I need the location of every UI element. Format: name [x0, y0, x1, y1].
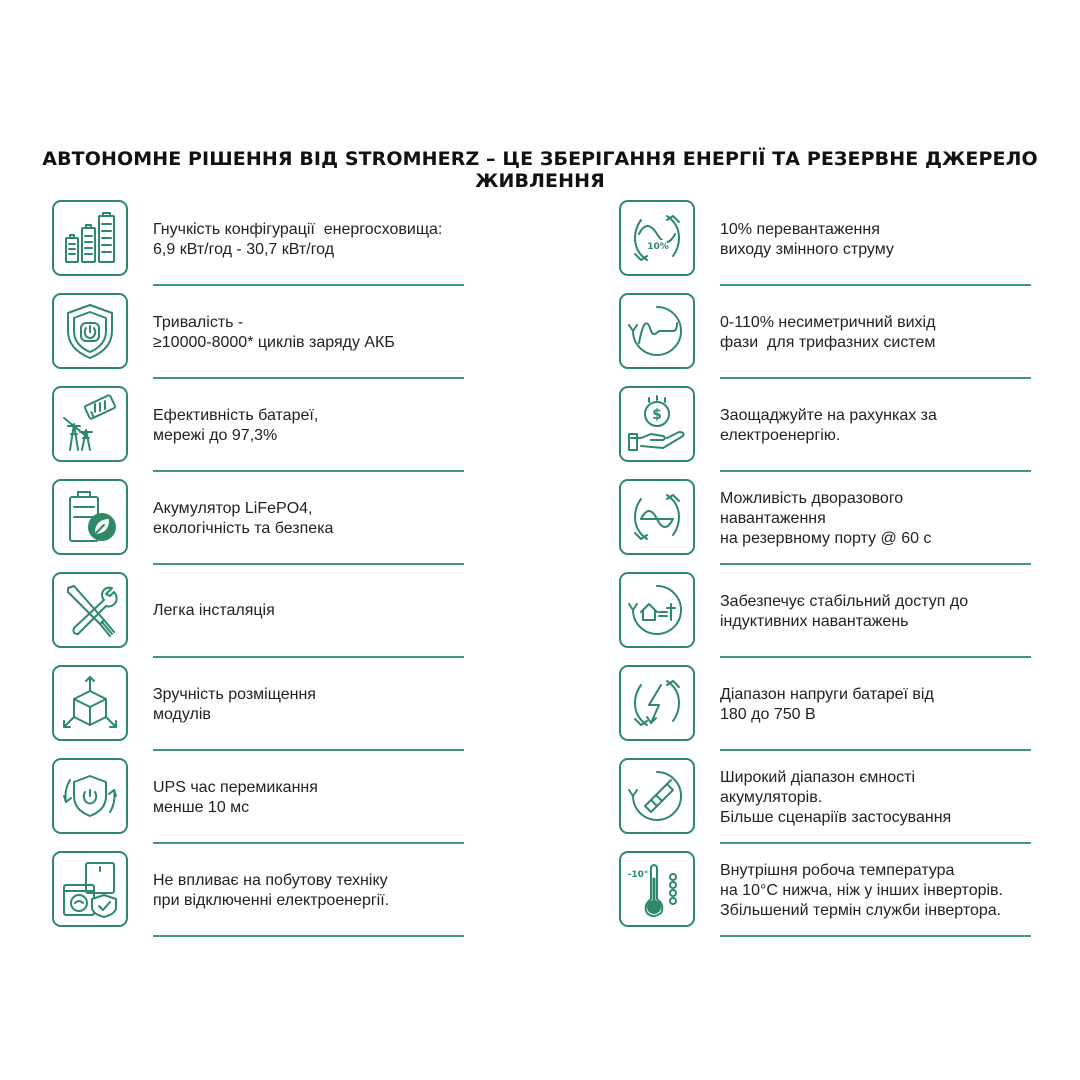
feature-text-line: Збільшений термін служби інвертора. [720, 902, 1002, 919]
feature-text-line: Заощаджуйте на рахунках за [720, 407, 937, 424]
feature-text-line: ≥10000-8000* циклів заряду АКБ [153, 334, 395, 351]
divider [720, 563, 1031, 565]
thermometer-temperature-icon [619, 851, 695, 927]
feature-text-line: фази для трифазних систем [720, 334, 936, 351]
features-left-column [52, 198, 472, 942]
feature-item [52, 198, 472, 291]
feature-item [619, 756, 1039, 849]
cube-axes-icon [52, 665, 128, 741]
feature-text-line: Легка інсталяція [153, 602, 275, 619]
feature-text-line: на 10°C нижча, ніж у інших інверторів. [720, 882, 1003, 899]
feature-text [720, 406, 1050, 446]
feature-item [52, 756, 472, 849]
feature-text-line: екологічність та безпека [153, 520, 334, 537]
divider [153, 284, 464, 286]
feature-text-line: Ефективність батареї, [153, 407, 319, 424]
feature-text-line: Можливість дворазового [720, 490, 904, 507]
feature-text [720, 685, 1050, 725]
asymmetric-wave-icon [619, 293, 695, 369]
divider [153, 470, 464, 472]
icon-label: 10% [647, 242, 669, 252]
feature-text-line: Забезпечує стабільний доступ до [720, 593, 969, 610]
features-right-column [619, 198, 1039, 942]
feature-item [619, 384, 1039, 477]
ups-power-cycle-icon [52, 758, 128, 834]
page-headline: АВТОНОМНЕ РІШЕННЯ ВІД STROMHERZ – ЦЕ ЗБЕРІГАННЯ ЕНЕРГІЇ ТА РЕЗЕРВНЕ ДЖЕРЕЛО ЖИВЛЕННЯ [42, 148, 1038, 192]
divider [720, 749, 1031, 751]
feature-text [153, 601, 483, 621]
battery-grid-efficiency-icon [52, 386, 128, 462]
feature-item [52, 384, 472, 477]
feature-text-line: Широкий діапазон ємності [720, 769, 916, 786]
feature-text [720, 220, 1050, 260]
feature-text-line: менше 10 мс [153, 799, 250, 816]
divider [720, 656, 1031, 658]
divider [153, 935, 464, 937]
feature-item [619, 570, 1039, 663]
feature-text-line: Тривалість - [153, 314, 244, 331]
feature-text-line: електроенергію. [720, 427, 841, 444]
divider [153, 563, 464, 565]
divider [153, 656, 464, 658]
feature-text-line: UPS час перемикання [153, 779, 318, 796]
shield-power-icon [52, 293, 128, 369]
feature-text [153, 871, 483, 911]
feature-text-line: акумуляторів. [720, 789, 823, 806]
feature-text-line: 0-110% несиметричний вихід [720, 314, 936, 331]
overload-wave-10-icon [619, 200, 695, 276]
lightning-range-icon [619, 665, 695, 741]
feature-item [619, 291, 1039, 384]
feature-text-line: Не впливає на побутову техніку [153, 872, 388, 889]
icon-label: -10° [627, 870, 649, 880]
feature-text [153, 685, 483, 725]
feature-text-line: 10% перевантаження [720, 221, 880, 238]
feature-text-line: Більше сценаріїв застосування [720, 809, 952, 826]
feature-text-line: Гнучкість конфігурації енергосховища: [153, 221, 443, 238]
feature-text [720, 313, 1050, 353]
divider [153, 377, 464, 379]
feature-item [619, 663, 1039, 756]
feature-text-line: індуктивних навантажень [720, 613, 909, 630]
divider [720, 935, 1031, 937]
battery-capacity-range-icon [619, 758, 695, 834]
feature-text-line: модулів [153, 706, 211, 723]
divider [720, 842, 1031, 844]
feature-item [52, 477, 472, 570]
divider [720, 377, 1031, 379]
feature-text-line: при відключенні електроенергії. [153, 892, 390, 909]
divider [720, 284, 1031, 286]
feature-text-line: 180 до 750 В [720, 706, 816, 723]
feature-item [52, 663, 472, 756]
feature-item [619, 477, 1039, 570]
feature-item [52, 291, 472, 384]
feature-text-line: Діапазон напруги батареї від [720, 686, 934, 703]
icon-label: $ [652, 407, 662, 423]
feature-item [619, 198, 1039, 291]
feature-text-line: Зручність розміщення [153, 686, 316, 703]
feature-text [720, 489, 1050, 549]
feature-item [52, 849, 472, 942]
battery-capacity-icon [52, 200, 128, 276]
feature-text [153, 778, 483, 818]
feature-text [153, 220, 483, 260]
double-load-wave-icon [619, 479, 695, 555]
divider [153, 749, 464, 751]
wrench-screwdriver-icon [52, 572, 128, 648]
feature-text-line: виходу змінного струму [720, 241, 894, 258]
feature-text [153, 313, 483, 353]
feature-text-line: на резервному порту @ 60 с [720, 530, 932, 547]
feature-text-line: Внутрішня робоча температура [720, 862, 955, 879]
feature-item [52, 570, 472, 663]
feature-text-line: 6,9 кВт/год - 30,7 кВт/год [153, 241, 335, 258]
eco-battery-leaf-icon [52, 479, 128, 555]
feature-text-line: Акумулятор LiFePO4, [153, 500, 313, 517]
money-hand-icon [619, 386, 695, 462]
feature-text [720, 592, 1050, 632]
divider [153, 842, 464, 844]
appliance-shield-icon [52, 851, 128, 927]
feature-text [720, 861, 1050, 921]
feature-text [153, 406, 483, 446]
feature-item [619, 849, 1039, 942]
divider [720, 470, 1031, 472]
feature-text-line: навантаження [720, 510, 826, 527]
feature-text [720, 768, 1050, 828]
feature-text-line: мережі до 97,3% [153, 427, 278, 444]
house-inductive-load-icon [619, 572, 695, 648]
feature-text [153, 499, 483, 539]
